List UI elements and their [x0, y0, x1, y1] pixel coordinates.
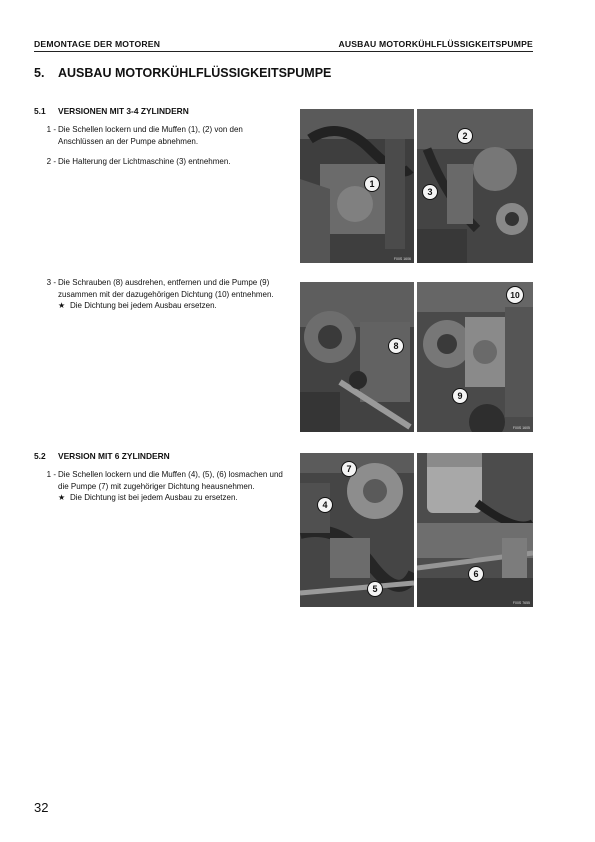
engine-photo-pump-removed [417, 282, 533, 432]
figure-code: F00S 1606 [393, 257, 411, 261]
callout-5: 5 [367, 581, 383, 597]
figure-code: F00S 7655 [512, 601, 530, 605]
step-number: 1 - [46, 125, 56, 134]
callout-7: 7 [341, 461, 357, 477]
chapter-title-text: AUSBAU MOTORKÜHLFLÜSSIGKEITSPUMPE [58, 66, 332, 80]
figure-code: F00S 1605 [512, 426, 530, 430]
step-text: Die Schrauben (8) ausdrehen, entfernen und die Pumpe (9) zusammen mit der dazugehörigen Dichtung (10) entnehmen. [58, 278, 274, 299]
section-heading-5-2 [34, 451, 170, 461]
step-note [58, 300, 284, 312]
callout-10: 10 [506, 286, 524, 304]
callout-2: 2 [457, 128, 473, 144]
step-text: Die Halterung der Lichtmaschine (3) entnehmen. [58, 157, 231, 166]
step-text: Die Schellen lockern und die Muffen (1), (2) von den Anschlüssen an der Pumpe abnehmen. [58, 125, 243, 146]
callout-4: 4 [317, 497, 333, 513]
section-heading-text: VERSIONEN MIT 3-4 ZYLINDERN [58, 106, 189, 116]
step-5-1-2 [34, 156, 284, 168]
engine-photo-hoses-left [300, 109, 414, 263]
engine-photo-screws [300, 282, 414, 432]
step-number: 2 - [46, 157, 56, 166]
section-heading-5-1 [34, 106, 189, 116]
running-header-right: AUSBAU MOTORKÜHLFLÜSSIGKEITSPUMPE [338, 39, 533, 49]
page-number: 32 [34, 800, 49, 815]
engine-photo-alternator [417, 109, 533, 263]
engine-photo-6cyl-pump [300, 453, 414, 607]
note-text: Die Dichtung bei jedem Ausbau ersetzen. [70, 301, 217, 310]
step-5-1-1 [34, 124, 284, 147]
section-number: 5.2 [34, 451, 46, 461]
step-note [58, 492, 284, 504]
callout-8: 8 [388, 338, 404, 354]
chapter-title [34, 66, 331, 80]
chapter-number: 5. [34, 66, 45, 80]
step-number: 1 - [46, 470, 56, 479]
engine-photo-6cyl-filter [417, 453, 533, 607]
star-icon: ★ [58, 493, 66, 502]
step-number: 3 - [46, 278, 56, 287]
callout-1: 1 [364, 176, 380, 192]
callout-3: 3 [422, 184, 438, 200]
step-text: Die Schellen lockern und die Muffen (4), (5), (6) losmachen und die Pumpe (7) mit zugehöriger Dichtung heausnehmen. [58, 470, 283, 491]
star-icon: ★ [58, 301, 66, 310]
section-heading-text: VERSION MIT 6 ZYLINDERN [58, 451, 170, 461]
running-header-left: DEMONTAGE DER MOTOREN [34, 39, 161, 49]
header-rule [34, 51, 533, 52]
note-text: Die Dichtung ist bei jedem Ausbau zu ersetzen. [70, 493, 238, 502]
section-number: 5.1 [34, 106, 46, 116]
step-5-1-3 [34, 277, 284, 312]
callout-6: 6 [468, 566, 484, 582]
step-5-2-1 [34, 469, 284, 504]
callout-9: 9 [452, 388, 468, 404]
